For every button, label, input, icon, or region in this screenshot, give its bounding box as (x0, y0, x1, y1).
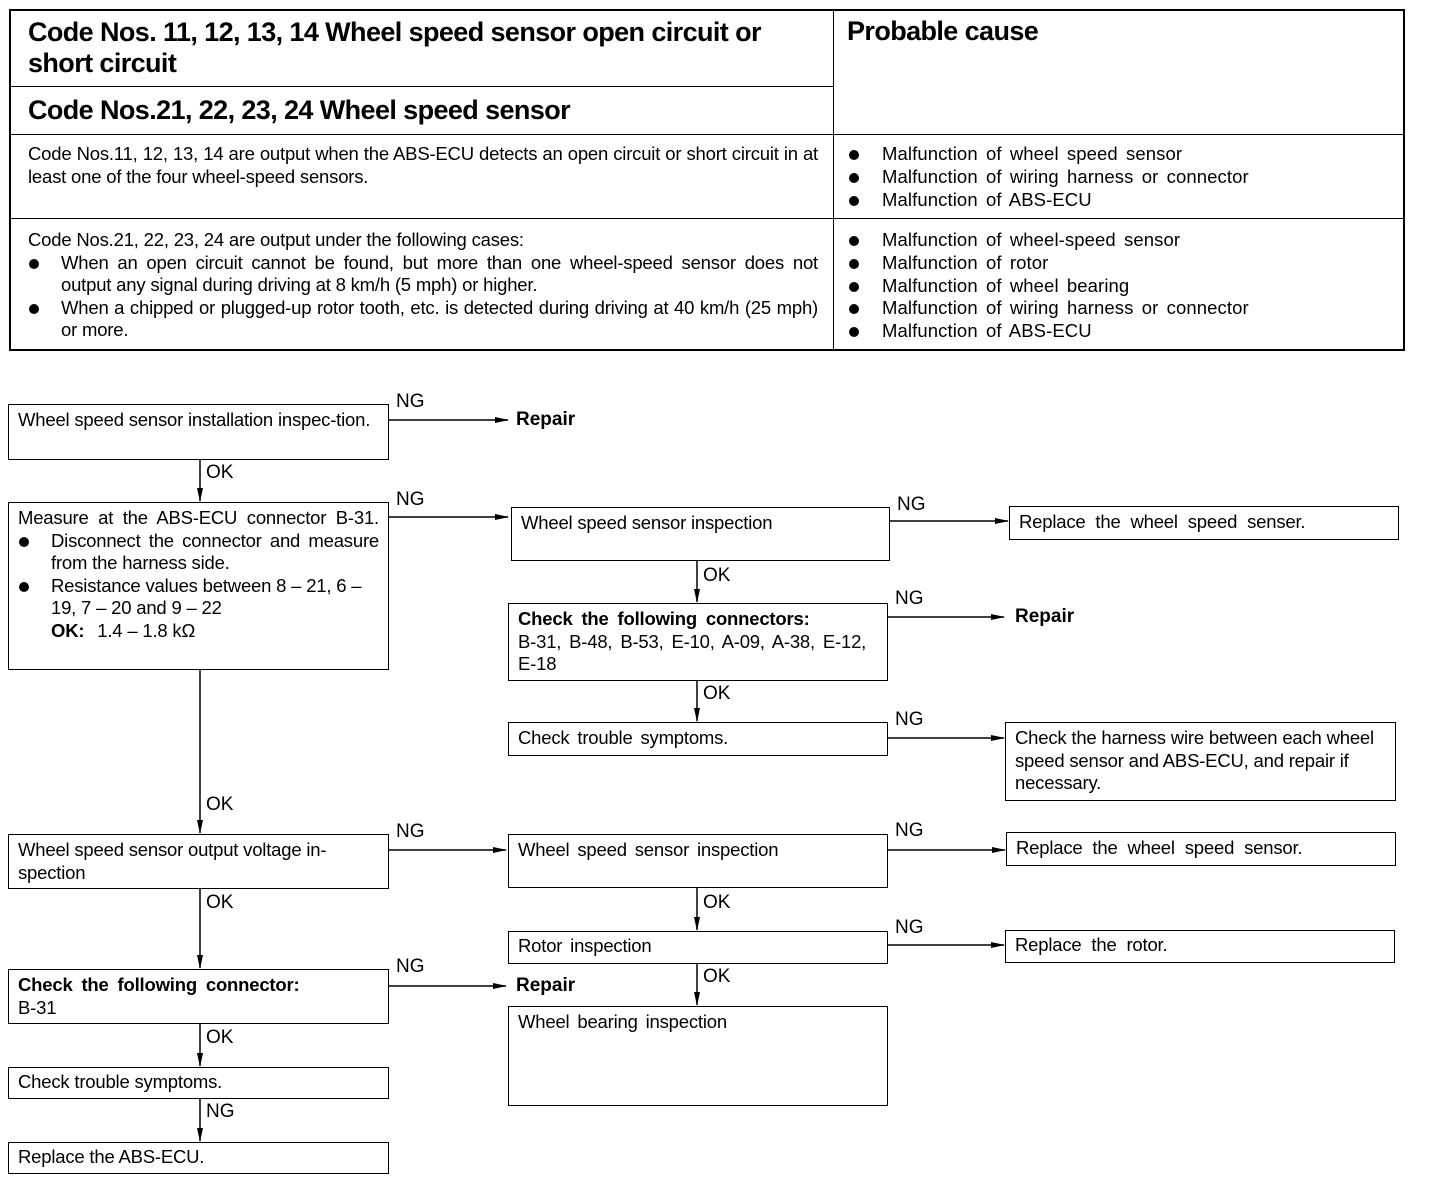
step-measure-connector (8, 502, 389, 670)
measure-ok-spec (18, 620, 379, 643)
code-11-14-description: Code Nos.11, 12, 13, 14 are output when the ABS-ECU detects an open circuit or short circuit in at least one of the four wheel-speed sensors. (28, 143, 818, 187)
code-21-24-case: When an open circuit cannot be found, but more than one wheel-speed sensor does not output any signal during driving at 8 km/h (5 mph) or higher. (28, 252, 818, 297)
step-install-inspection: Wheel speed sensor installation inspec-tion. (8, 404, 389, 460)
step-check-connectors (508, 603, 888, 681)
ok-label: OK (703, 892, 731, 913)
code-21-24-intro: Code Nos.21, 22, 23, 24 are output under the following cases: (28, 229, 524, 250)
probable-cause-heading: Probable cause (847, 16, 1039, 46)
ng-label: NG (396, 391, 425, 412)
step-bearing-inspection: Wheel bearing inspection (508, 1006, 888, 1106)
result-check-harness: Check the harness wire between each wheel speed sensor and ABS-ECU, and repair if necessary. (1005, 722, 1396, 801)
measure-title: Measure at the ABS-ECU connector B-31. (18, 507, 379, 528)
cause-item: Malfunction of ABS-ECU (834, 320, 1394, 343)
code-21-24-causes (834, 229, 1394, 343)
connectors-title: Check the following connectors: (518, 608, 810, 629)
ng-label: NG (895, 917, 924, 938)
connectors-list: B-31, B-48, B-53, E-10, A-09, A-38, E-12, E-18 (518, 630, 867, 674)
ok-spec-value: 1.4 – 1.8 kΩ (97, 619, 196, 641)
step-replace-ecu: Replace the ABS-ECU. (8, 1142, 389, 1174)
result-repair: Repair (516, 409, 576, 430)
code-11-14-causes (834, 143, 1394, 211)
diagnosis-code-table (9, 9, 1405, 351)
measure-bullet: Disconnect the connector and measure from the harness side. (18, 530, 379, 575)
result-replace-rotor: Replace the rotor. (1005, 930, 1395, 963)
step-check-symptoms-2: Check trouble symptoms. (8, 1067, 389, 1099)
table-divider (11, 134, 1403, 135)
ok-label: OK (703, 966, 731, 987)
step-check-connector-b31 (8, 969, 389, 1024)
ng-label: NG (206, 1101, 235, 1122)
result-repair: Repair (1015, 606, 1075, 627)
cause-item: Malfunction of wheel bearing (834, 275, 1394, 298)
result-replace-sensor-2: Replace the wheel speed sensor. (1006, 832, 1396, 866)
table-divider (11, 218, 1403, 219)
step-check-symptoms-1: Check trouble symptoms. (508, 722, 888, 756)
ok-spec-label: OK: (51, 619, 85, 641)
ng-label: NG (895, 820, 924, 841)
cause-item: Malfunction of rotor (834, 252, 1394, 275)
ok-label: OK (206, 1027, 234, 1048)
ng-label: NG (895, 588, 924, 609)
cause-item: Malfunction of wheel-speed sensor (834, 229, 1394, 252)
table-divider (11, 86, 833, 87)
ng-label: NG (396, 489, 425, 510)
cause-item: Malfunction of ABS-ECU (834, 189, 1394, 212)
code-21-24-description (28, 229, 818, 342)
step-rotor-inspection: Rotor inspection (508, 931, 888, 964)
connector-title: Check the following connector: (18, 974, 300, 995)
ok-label: OK (206, 794, 234, 815)
cause-item: Malfunction of wheel speed sensor (834, 143, 1394, 166)
result-replace-sensor-1: Replace the wheel speed senser. (1009, 506, 1399, 540)
ng-label: NG (895, 709, 924, 730)
ng-label: NG (396, 821, 425, 842)
code-11-14-heading: Code Nos. 11, 12, 13, 14 Wheel speed sensor open circuit or short circuit (28, 17, 761, 78)
ok-label: OK (206, 462, 234, 483)
code-21-24-heading: Code Nos.21, 22, 23, 24 Wheel speed sensor (28, 95, 571, 125)
ok-label: OK (703, 683, 731, 704)
step-output-voltage: Wheel speed sensor output voltage in-spection (8, 834, 389, 889)
ng-label: NG (897, 494, 926, 515)
cause-item: Malfunction of wiring harness or connector (834, 297, 1394, 320)
result-repair: Repair (516, 975, 576, 996)
measure-bullet: Resistance values between 8 – 21, 6 – 19, 7 – 20 and 9 – 22 (18, 575, 379, 620)
step-sensor-inspection-1: Wheel speed sensor inspection (511, 507, 890, 561)
step-sensor-inspection-2: Wheel speed sensor inspection (508, 834, 888, 888)
ok-label: OK (206, 892, 234, 913)
ng-label: NG (396, 956, 425, 977)
connector-list: B-31 (18, 996, 57, 1018)
cause-item: Malfunction of wiring harness or connector (834, 166, 1394, 189)
ok-label: OK (703, 565, 731, 586)
code-21-24-case: When a chipped or plugged-up rotor tooth, etc. is detected during driving at 40 km/h (25 mph) or more. (28, 297, 818, 342)
